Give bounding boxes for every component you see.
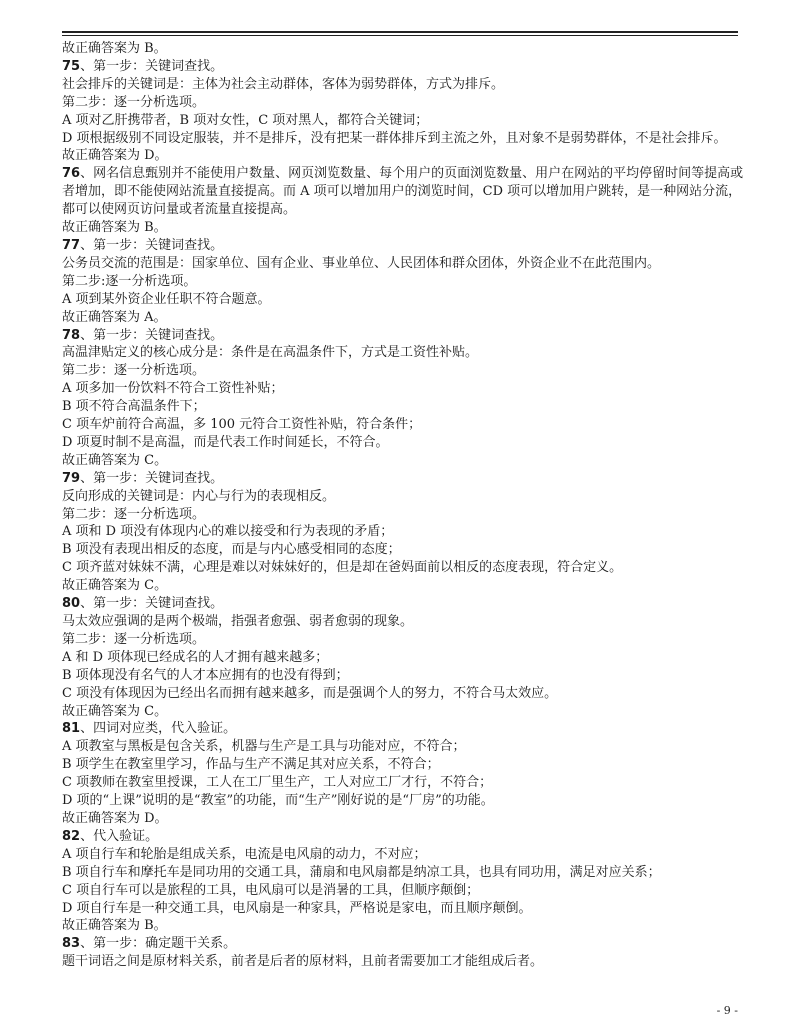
explanation-line <box>62 900 752 918</box>
line-text: 、四词对应类，代入验证。 <box>80 721 237 737</box>
question-line <box>62 470 752 488</box>
explanation-line <box>62 810 752 828</box>
line-text: 第二步:逐一分析选项。 <box>62 273 197 289</box>
line-text: 第二步：逐一分析选项。 <box>62 363 206 379</box>
line-text: 、第一步：关键词查找。 <box>80 470 224 486</box>
explanation-line <box>62 488 752 506</box>
line-text: A 项多加一份饮料不符合工资性补贴； <box>62 381 284 397</box>
line-text: D 项的“上课”说明的是“教室”的功能，而“生产”刚好说的是“厂房”的功能。 <box>62 793 494 809</box>
explanation-line <box>62 631 752 649</box>
line-text: A 项和 D 项没有体现内心的难以接受和行为表现的矛盾； <box>62 524 394 540</box>
explanation-line <box>62 774 752 792</box>
line-text: B 项不符合高温条件下； <box>62 399 206 415</box>
line-text: 故正确答案为 B。 <box>62 220 167 236</box>
line-text: 故正确答案为 B。 <box>62 918 167 934</box>
header-rule-thin <box>62 35 738 36</box>
explanation-line <box>62 541 752 559</box>
question-number: 82 <box>62 828 81 844</box>
question-line <box>62 327 752 345</box>
line-text: 故正确答案为 B。 <box>62 41 167 56</box>
explanation-line <box>62 667 752 685</box>
line-text: 第二步：逐一分析选项。 <box>62 94 206 110</box>
explanation-line <box>62 434 752 452</box>
line-text: 马太效应强调的是两个极端，指强者愈强、弱者愈弱的现象。 <box>62 614 414 629</box>
explanation-line <box>62 882 752 900</box>
line-text: 、第一步：关键词查找。 <box>80 58 224 74</box>
explanation-line <box>62 219 752 237</box>
line-text: 第二步：逐一分析选项。 <box>62 631 206 647</box>
line-text: A 项对乙肝携带者，B 项对女性，C 项对黑人，都符合关键词； <box>62 112 429 128</box>
question-number: 76 <box>62 166 81 182</box>
line-text: 第二步：逐一分析选项。 <box>62 506 206 522</box>
line-text: A 项教室与黑板是包含关系，机器与生产是工具与功能对应，不符合； <box>62 739 466 755</box>
line-text: 、代入验证。 <box>80 828 159 844</box>
explanation-line <box>62 577 752 595</box>
line-text: 故正确答案为 D。 <box>62 810 168 826</box>
explanation-line <box>62 362 752 380</box>
explanation-line <box>62 416 752 434</box>
explanation-line <box>62 309 752 327</box>
line-text: 故正确答案为 D。 <box>62 148 168 164</box>
question-number: 77 <box>62 237 81 253</box>
explanation-line <box>62 506 752 524</box>
question-line <box>62 935 752 953</box>
explanation-line <box>62 792 752 810</box>
explanation-line <box>62 864 752 882</box>
line-text: B 项体现没有名气的人才本应拥有的也没有得到； <box>62 667 349 683</box>
line-text: A 和 D 项体现已经成名的人才拥有越来越多； <box>62 649 329 665</box>
line-text: C 项没有体现因为已经出名而拥有越来越多，而是强调个人的努力，不符合马太效应。 <box>62 685 558 701</box>
line-text: C 项教师在教室里授课，工人在工厂里生产，工人对应工厂才行，不符合； <box>62 775 493 791</box>
line-text: 故正确答案为 C。 <box>62 452 168 468</box>
line-text: B 项学生在教室里学习，作品与生产不满足其对应关系，不符合； <box>62 757 440 773</box>
explanation-line <box>62 756 752 774</box>
line-text: B 项没有表现出相反的态度，而是与内心感受相同的态度； <box>62 542 401 558</box>
line-text: D 项根据级别不同设定服装，并不是排斥，没有把某一群体排斥到主流之外，且对象不是弱势群体，不是社会排斥。 <box>62 130 727 146</box>
explanation-line <box>62 685 752 703</box>
line-text: C 项自行车可以是旅程的工具，电风扇可以是消暑的工具，但顺序颠倒； <box>62 882 480 898</box>
explanation-line <box>62 291 752 309</box>
explanation-line <box>62 380 752 398</box>
explanation-line <box>62 112 752 130</box>
explanation-line <box>62 559 752 577</box>
question-number: 79 <box>62 470 81 486</box>
explanation-line <box>62 147 752 165</box>
line-text: 题干词语之间是原材料关系，前者是后者的原材料，且前者需要加工才能组成后者。 <box>62 954 544 970</box>
line-text: 、第一步：关键词查找。 <box>80 596 224 612</box>
question-line <box>62 720 752 738</box>
line-text: 故正确答案为 C。 <box>62 703 168 719</box>
line-text: 、第一步：关键词查找。 <box>80 237 224 253</box>
explanation-line <box>62 738 752 756</box>
line-text: 故正确答案为 A。 <box>62 309 167 325</box>
explanation-line <box>62 649 752 667</box>
question-number: 80 <box>62 596 81 612</box>
line-text: D 项自行车是一种交通工具，电风扇是一种家具，严格说是家电，而且顺序颠倒。 <box>62 900 532 916</box>
explanation-line <box>62 344 752 362</box>
question-number: 81 <box>62 721 81 737</box>
explanation-line <box>62 40 752 58</box>
explanation-line <box>62 523 752 541</box>
explanation-line <box>62 953 752 971</box>
line-text: C 项齐蓝对妹妹不满，心理是难以对妹妹好的，但是却在爸妈面前以相反的态度表现，符合定义。 <box>62 560 623 576</box>
line-text: 、第一步：确定题干关系。 <box>80 936 237 952</box>
explanation-line <box>62 130 752 148</box>
line-text: 故正确答案为 C。 <box>62 578 168 594</box>
explanation-line <box>62 917 752 935</box>
explanation-line <box>62 703 752 721</box>
answer-explanations <box>62 40 752 971</box>
line-text: D 项夏时制不是高温，而是代表工作时间延长，不符合。 <box>62 434 389 450</box>
question-number: 75 <box>62 58 81 74</box>
explanation-line <box>62 846 752 864</box>
question-line <box>62 595 752 613</box>
line-text: C 项车炉前符合高温，多 100 元符合工资性补贴，符合条件； <box>62 417 422 433</box>
line-text: 高温津贴定义的核心成分是：条件是在高温条件下，方式是工资性补贴。 <box>62 345 479 361</box>
line-text: 公务员交流的范围是：国家单位、国有企业、事业单位、人民团体和群众团体，外资企业不在此范围内。 <box>62 255 661 271</box>
question-line <box>62 237 752 255</box>
explanation-line <box>62 255 752 273</box>
question-line <box>62 828 752 846</box>
line-text: 反向形成的关键词是：内心与行为的表现相反。 <box>62 488 336 504</box>
explanation-line <box>62 94 752 112</box>
question-line <box>62 58 752 76</box>
question-number: 83 <box>62 936 81 952</box>
line-text: B 项自行车和摩托车是同功用的交通工具，蒲扇和电风扇都是纳凉工具，也具有同功用，满足对应关系； <box>62 864 661 880</box>
question-line <box>62 165 752 219</box>
line-text: 、第一步：关键词查找。 <box>80 327 224 343</box>
line-text: 社会排斥的关键词是：主体为社会主动群体，客体为弱势群体，方式为排斥。 <box>62 76 505 92</box>
explanation-line <box>62 76 752 94</box>
page-number: - 9 - <box>716 1004 738 1017</box>
explanation-line <box>62 273 752 291</box>
explanation-line <box>62 613 752 631</box>
line-text: A 项到某外资企业任职不符合题意。 <box>62 291 271 307</box>
question-number: 78 <box>62 327 81 343</box>
header-rule <box>62 31 738 33</box>
explanation-line <box>62 452 752 470</box>
line-text: 、网名信息甄别并不能使用户数量、网页浏览数量、每个用户的页面浏览数量、用户在网站的平均停留时间等提高或者增加，即不能使网站流量直接提高。而 A 项可以增加用户的浏览时间，CD 项可以增加用户跳转，是一种网站分流，都可以使网页访问量或者流量直接提高。 <box>62 166 744 218</box>
explanation-line <box>62 398 752 416</box>
line-text: A 项自行车和轮胎是组成关系，电流是电风扇的动力，不对应； <box>62 846 427 862</box>
